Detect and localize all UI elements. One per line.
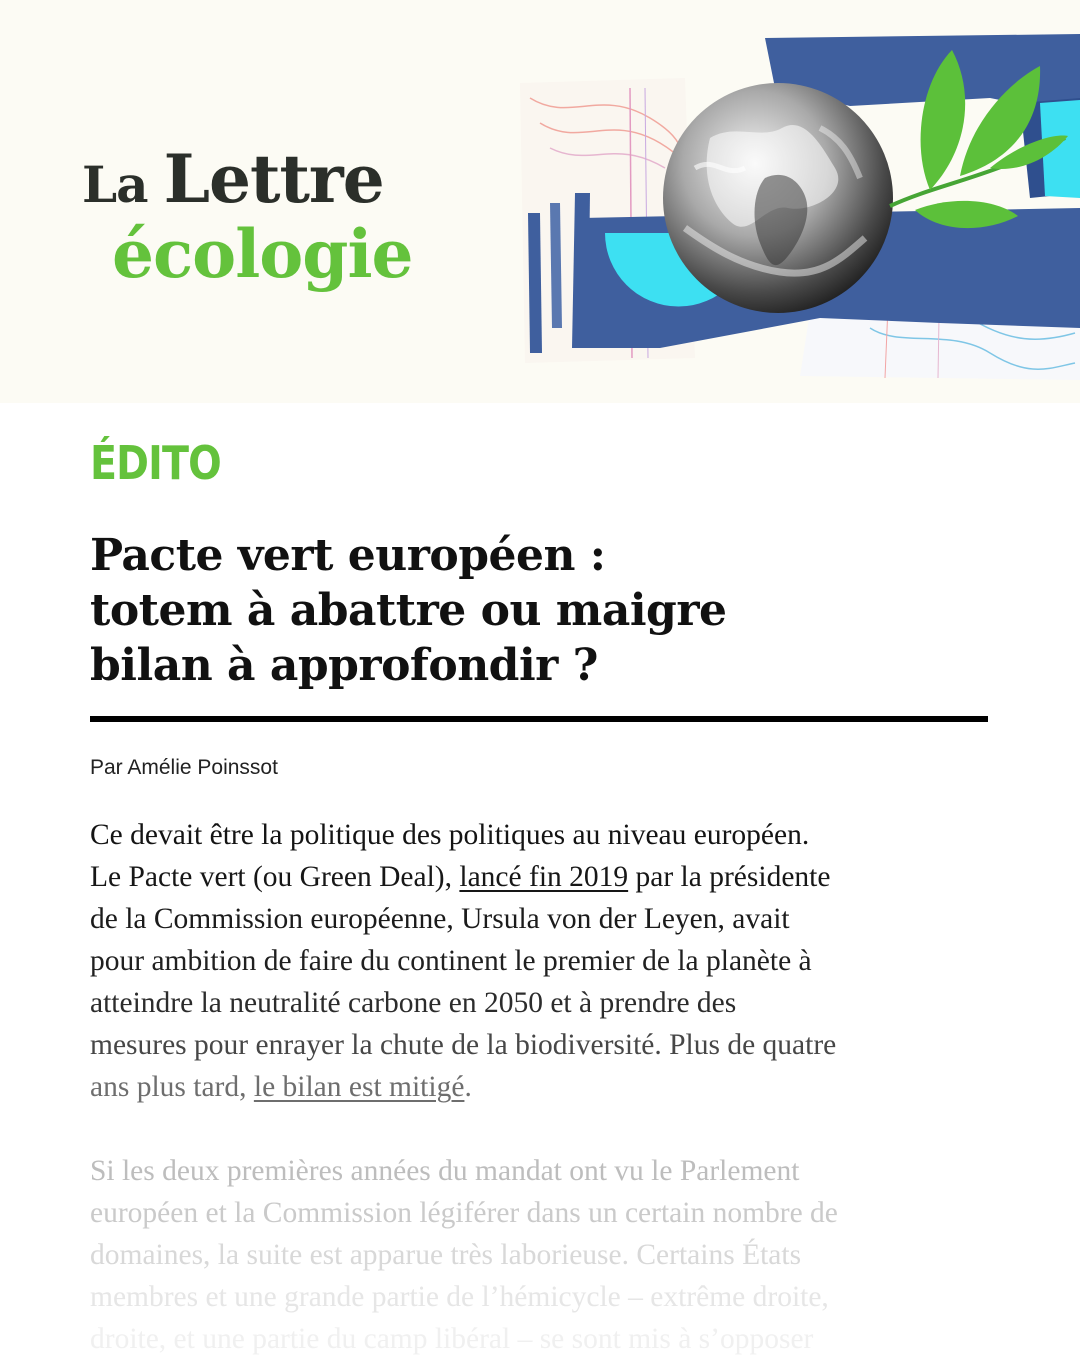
logo-lettre: Lettre [163,140,384,218]
paragraph-line: Si les deux premières années du mandat ont vu le Parlement [90,1155,800,1187]
paragraph-line [90,856,990,898]
article-byline: Par Amélie Poinssot [90,756,278,779]
article-title [90,528,970,693]
line-text: par la présidente [628,861,831,893]
newsletter-header [0,0,1080,403]
paragraph-line: Ce devait être la politique des politiques au niveau européen. [90,819,810,851]
line-text: Le Pacte vert (ou Green Deal), [90,861,460,893]
paragraph-line: de la Commission européenne, Ursula von der Leyen, avait [90,903,790,935]
article-paragraph-1 [90,814,990,1108]
paragraph-line: droite, et une partie du camp libéral – se sont mis à s’opposer [90,1323,814,1355]
title-divider [90,716,988,722]
article-paragraph-2 [90,1150,990,1360]
newsletter-logo [82,140,413,293]
paragraph-line: atteindre la neutralité carbone en 2050 et à prendre des [90,987,737,1019]
title-line: bilan à approfondir ? [90,640,598,691]
earth-globe [663,83,893,313]
logo-la: La [82,155,148,214]
link-lance-fin-2019[interactable]: lancé fin 2019 [459,861,629,893]
title-line: totem à abattre ou maigre [90,585,727,636]
line-text: ans plus tard, [90,1071,254,1103]
paragraph-line [90,1066,990,1108]
line-text: . [464,1071,472,1103]
paragraph-line: membres et une grande partie de l’hémicycle – extrême droite, [90,1281,829,1313]
link-le-bilan-est-mitige[interactable]: le bilan est mitigé [253,1071,465,1103]
paragraph-line: européen et la Commission légiférer dans un certain nombre de [90,1197,838,1229]
title-line: Pacte vert européen : [90,530,606,581]
section-kicker: ÉDITO [90,436,221,490]
earth-collage-illustration [520,28,1080,388]
paragraph-line: domaines, la suite est apparue très laborieuse. Certains États [90,1239,802,1271]
paragraph-line: mesures pour enrayer la chute de la biodiversité. Plus de quatre [90,1029,837,1061]
paragraph-line: pour ambition de faire du continent le premier de la planète à [90,945,812,977]
logo-ecologie: écologie [112,215,413,293]
